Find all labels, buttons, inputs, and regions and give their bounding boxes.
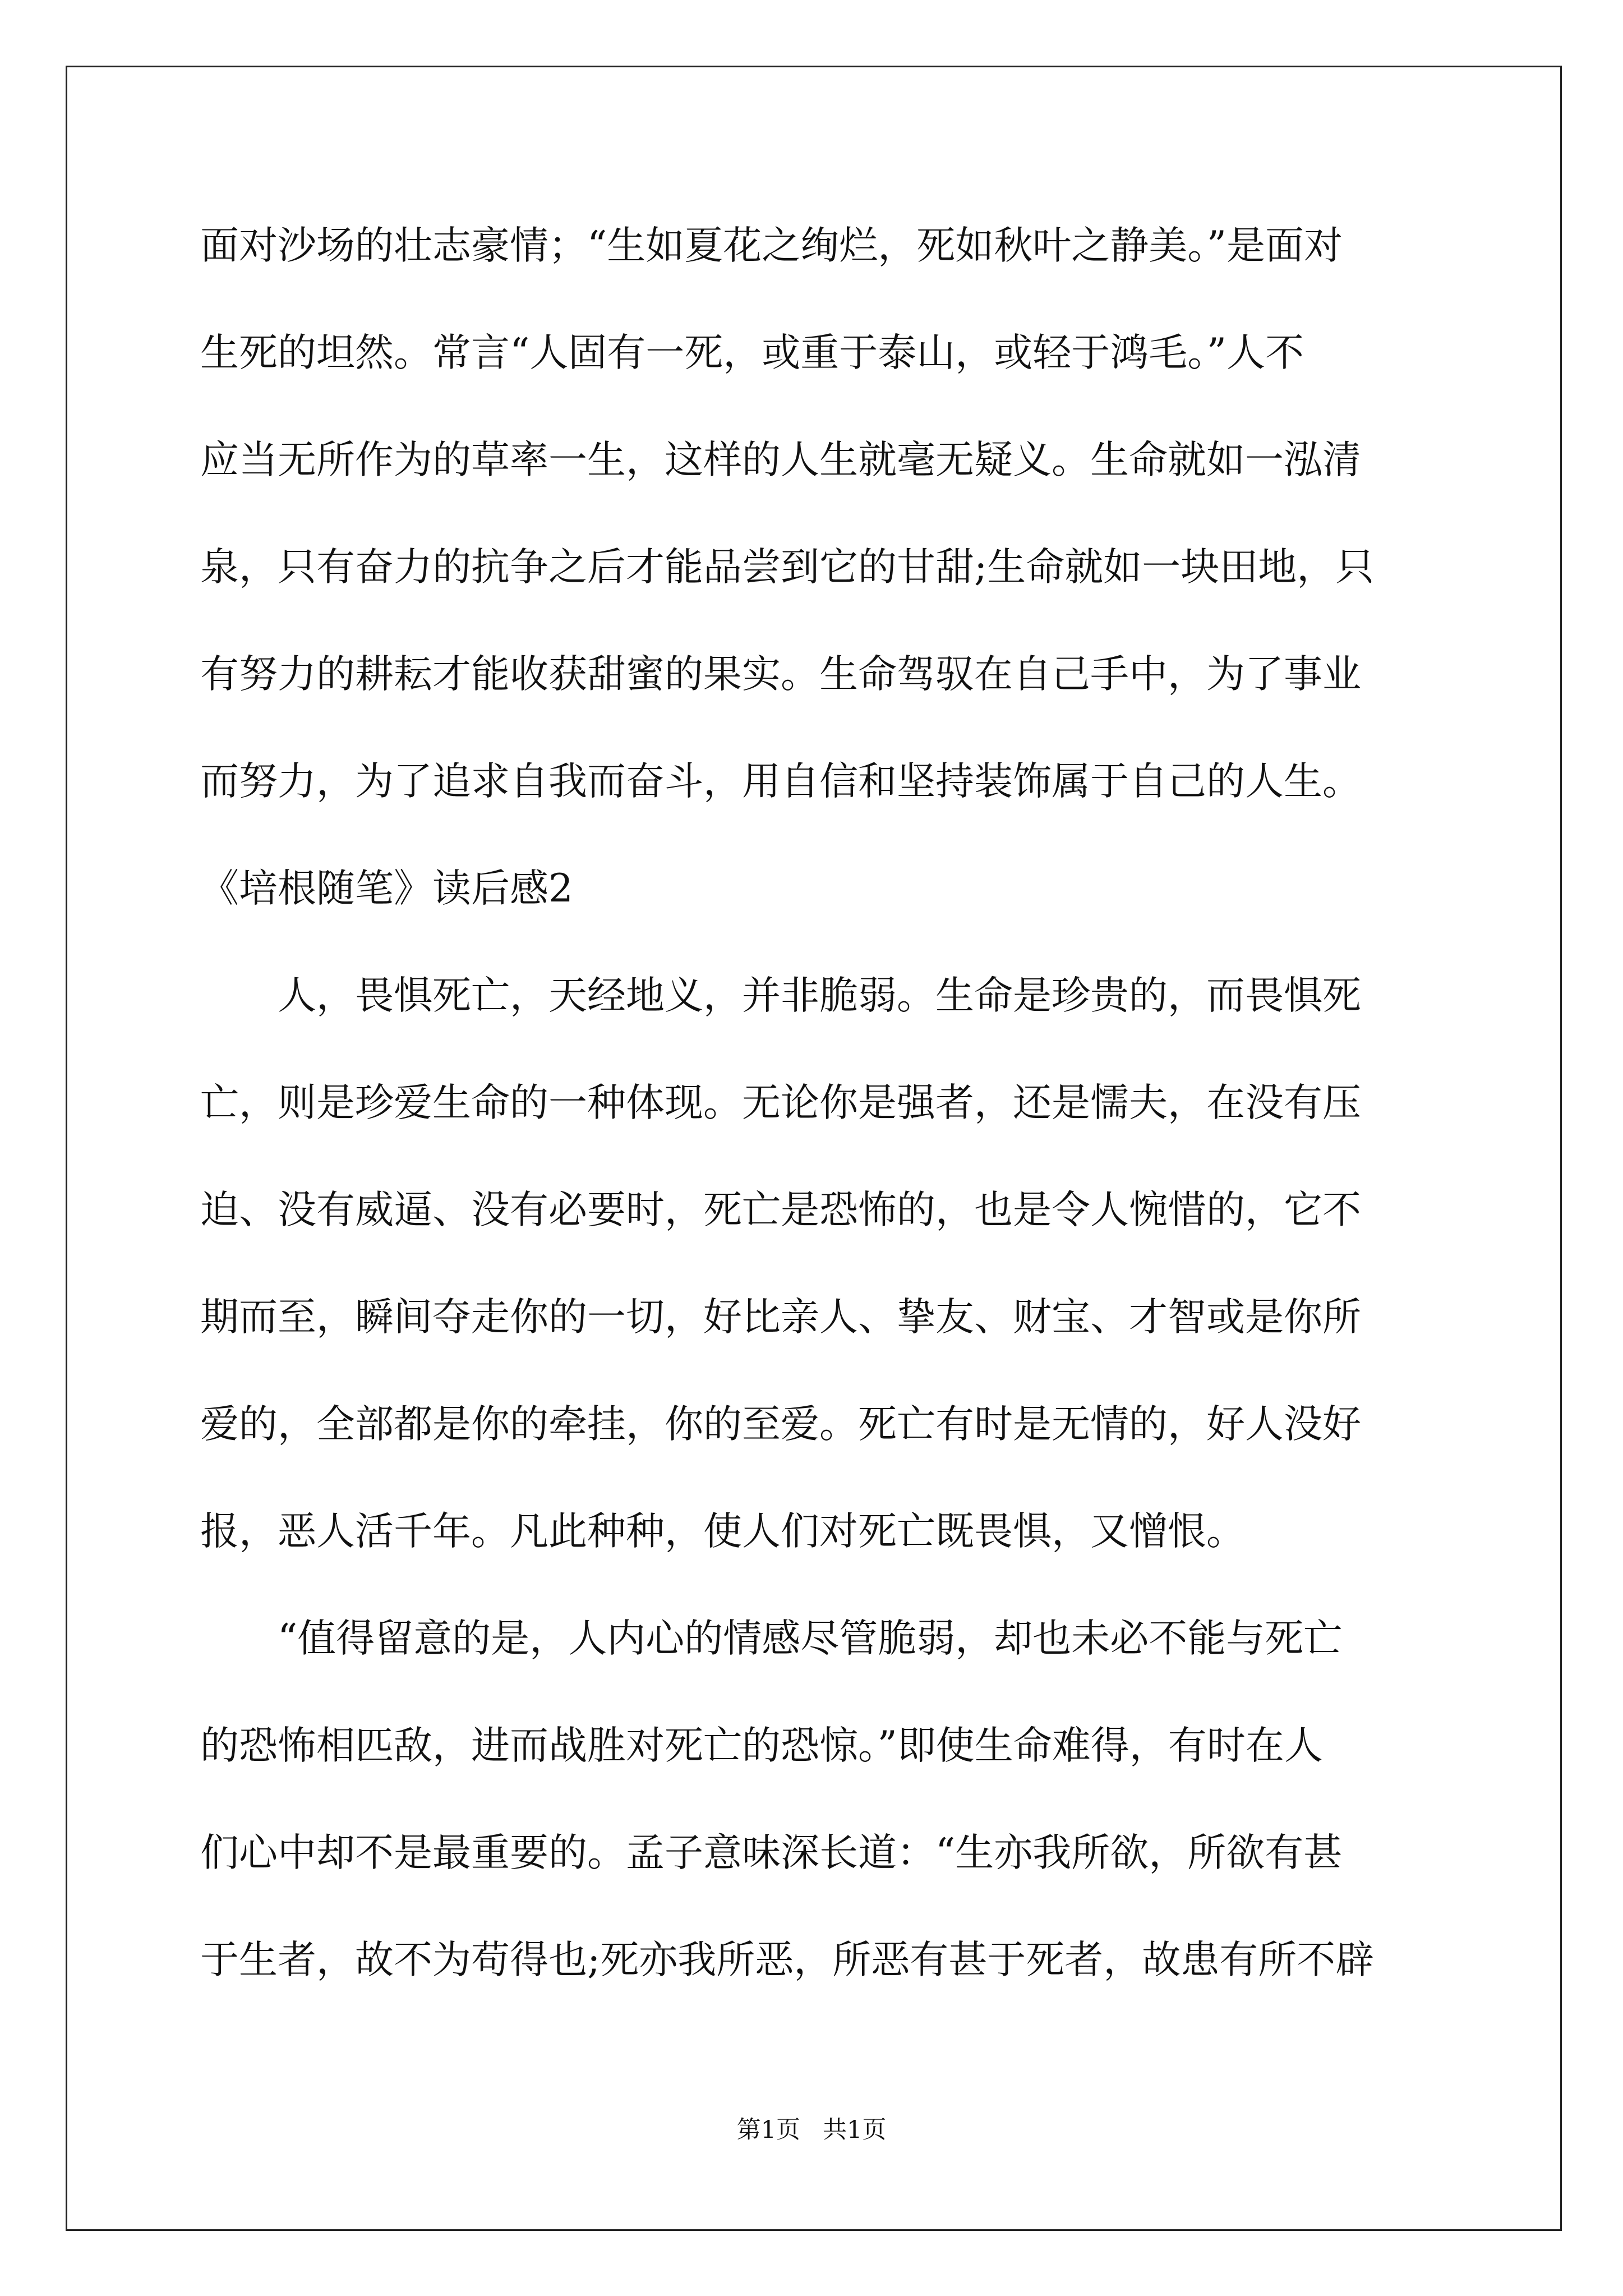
text-line: 应当无所作为的草率一生，这样的人生就毫无疑义。生命就如一泓清 xyxy=(200,438,1361,482)
page-number-current: 第1页 xyxy=(736,2116,800,2144)
text-line: 面对沙场的壮志豪情；“生如夏花之绚烂，死如秋叶之静美。”是面对 xyxy=(200,223,1343,268)
text-line: 期而至，瞬间夺走你的一切，好比亲人、挚友、财宝、才智或是你所 xyxy=(200,1295,1361,1340)
text-line: 迫、没有威逼、没有必要时，死亡是恐怖的，也是令人惋惜的，它不 xyxy=(200,1188,1361,1232)
section-heading: 《培根随笔》读后感2 xyxy=(200,866,573,911)
text-line: 亡，则是珍爱生命的一种体现。无论你是强者，还是懦夫，在没有压 xyxy=(200,1080,1361,1125)
text-line: “值得留意的是，人内心的情感尽管脆弱，却也未必不能与死亡 xyxy=(200,1616,1343,1661)
text-line: 生死的坦然。常言“人固有一死，或重于泰山，或轻于鸿毛。”人不 xyxy=(200,330,1304,375)
text-line: 的恐怖相匹敌，进而战胜对死亡的恐惊。”即使生命难得，有时在人 xyxy=(200,1723,1323,1768)
text-line: 泉，只有奋力的抗争之后才能品尝到它的甘甜;生命就如一块田地，只 xyxy=(200,545,1375,590)
page-number-total: 共1页 xyxy=(823,2116,887,2144)
page-footer xyxy=(0,2118,1623,2142)
text-line: 爱的，全部都是你的牵挂，你的至爱。死亡有时是无情的，好人没好 xyxy=(200,1402,1361,1447)
text-line: 人，畏惧死亡，天经地义，并非脆弱。生命是珍贵的，而畏惧死 xyxy=(200,973,1361,1018)
text-line: 而努力，为了追求自我而奋斗，用自信和坚持装饰属于自己的人生。 xyxy=(200,759,1361,804)
text-line: 有努力的耕耘才能收获甜蜜的果实。生命驾驭在自己手中，为了事业 xyxy=(200,652,1361,697)
text-line: 于生者，故不为苟得也;死亦我所恶，所恶有甚于死者，故患有所不辟 xyxy=(200,1938,1375,1982)
text-line: 报，恶人活千年。凡此种种，使人们对死亡既畏惧，又憎恨。 xyxy=(200,1509,1245,1554)
text-line: 们心中却不是最重要的。孟子意味深长道：“生亦我所欲，所欲有甚 xyxy=(200,1830,1343,1875)
page-border xyxy=(66,66,1562,2231)
